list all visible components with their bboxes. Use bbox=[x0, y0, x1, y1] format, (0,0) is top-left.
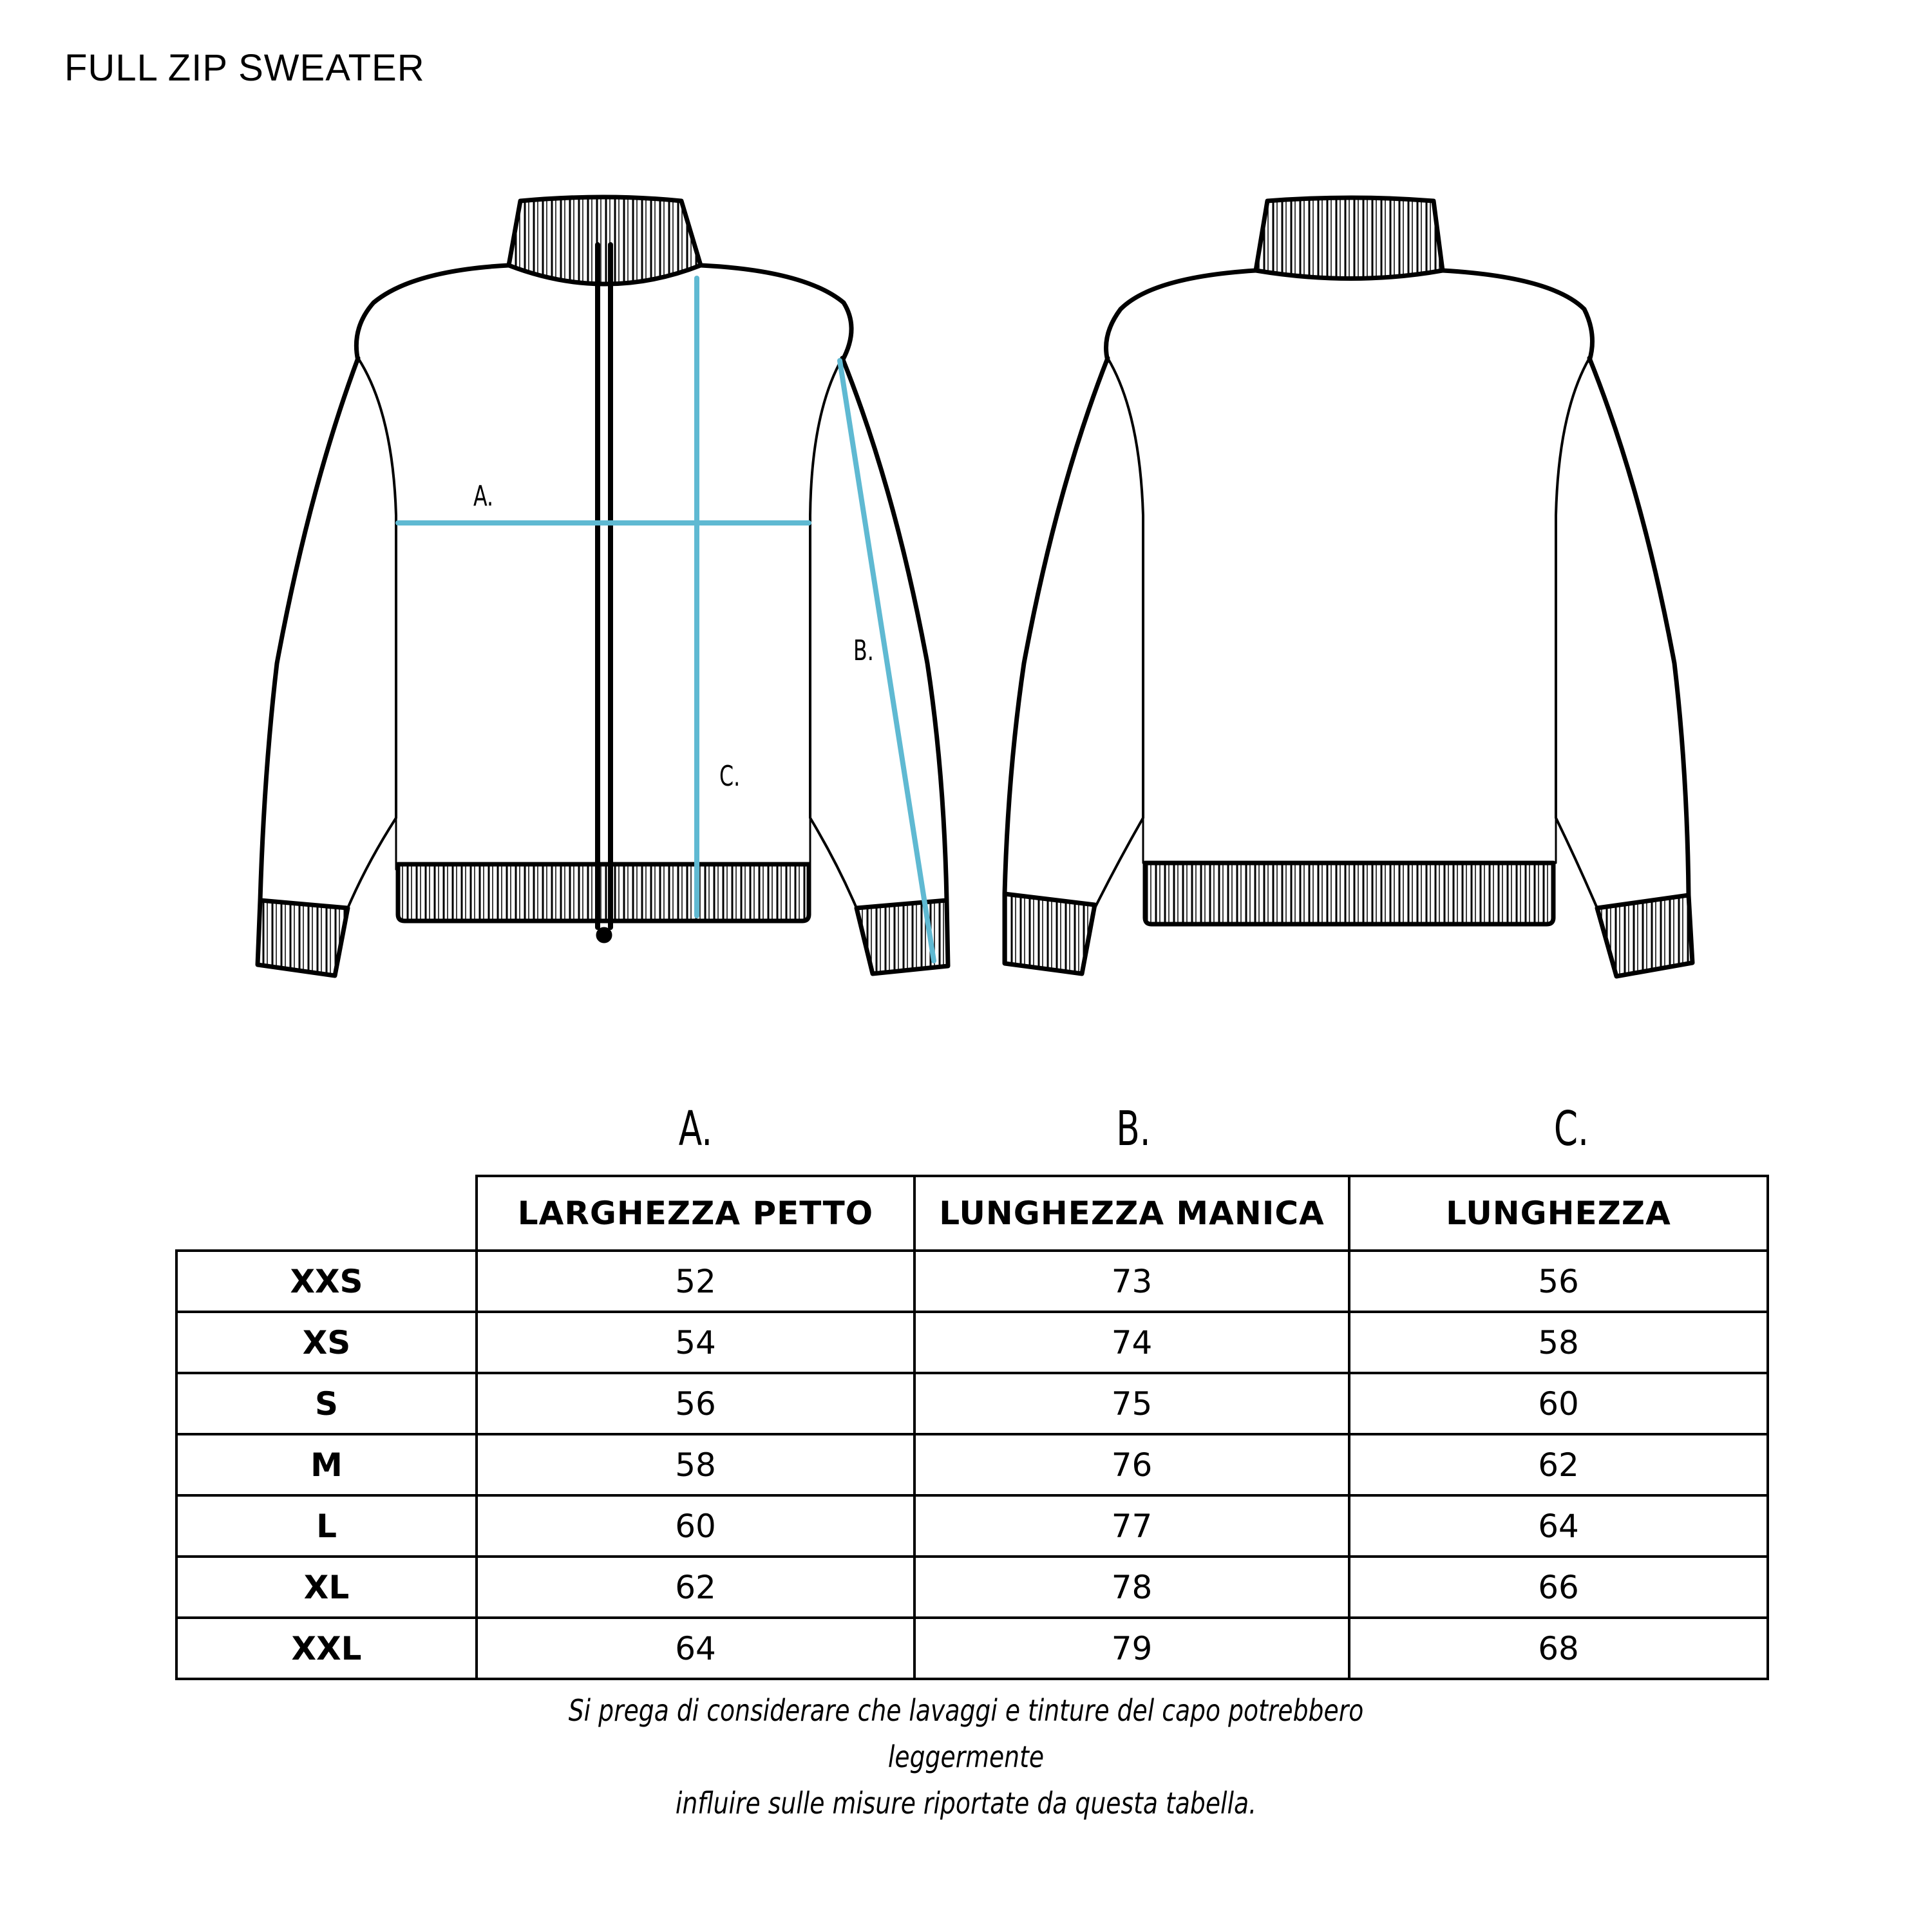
table-row bbox=[176, 1618, 1768, 1679]
value-cell: 68 bbox=[1349, 1618, 1768, 1679]
table-corner bbox=[176, 1176, 477, 1251]
front-left-sleeve bbox=[260, 358, 358, 900]
header-larghezza-petto: LARGHEZZA PETTO bbox=[477, 1176, 914, 1251]
sweater-front bbox=[258, 197, 948, 976]
care-note-line-2: influire sulle misure riportate da questa tabella. bbox=[675, 1786, 1257, 1821]
column-letter-a: A. bbox=[678, 1101, 713, 1157]
care-note-line-1: Si prega di considerare che lavaggi e tinture del capo potrebbero leggermente bbox=[568, 1693, 1364, 1774]
value-cell: 58 bbox=[477, 1434, 914, 1495]
size-cell: L bbox=[176, 1495, 477, 1557]
value-cell: 77 bbox=[914, 1495, 1349, 1557]
header-lunghezza-manica: LUNGHEZZA MANICA bbox=[914, 1176, 1349, 1251]
table-row bbox=[176, 1251, 1768, 1312]
value-cell: 58 bbox=[1349, 1312, 1768, 1373]
front-right-sleeve-inner bbox=[810, 358, 857, 908]
back-left-sleeve bbox=[1005, 358, 1108, 894]
sweater-back bbox=[1005, 198, 1692, 976]
table-row bbox=[176, 1495, 1768, 1557]
value-cell: 62 bbox=[477, 1557, 914, 1618]
value-cell: 60 bbox=[477, 1495, 914, 1557]
table-row bbox=[176, 1557, 1768, 1618]
zipper-pull bbox=[598, 929, 610, 941]
measure-label-a: A. bbox=[473, 480, 494, 513]
value-cell: 79 bbox=[914, 1618, 1349, 1679]
value-cell: 54 bbox=[477, 1312, 914, 1373]
back-right-sleeve-inner bbox=[1556, 358, 1597, 908]
column-letter-c: C. bbox=[1553, 1101, 1589, 1157]
back-right-cuff bbox=[1597, 895, 1692, 976]
back-left-cuff bbox=[1005, 894, 1095, 974]
page-title: FULL ZIP SWEATER bbox=[64, 47, 425, 89]
size-cell: M bbox=[176, 1434, 477, 1495]
value-cell: 60 bbox=[1349, 1373, 1768, 1434]
value-cell: 66 bbox=[1349, 1557, 1768, 1618]
value-cell: 73 bbox=[914, 1251, 1349, 1312]
measure-label-b: B. bbox=[853, 634, 874, 667]
front-collar bbox=[509, 197, 701, 284]
size-cell: XL bbox=[176, 1557, 477, 1618]
value-cell: 52 bbox=[477, 1251, 914, 1312]
table-header-row bbox=[176, 1176, 1768, 1251]
size-cell: XXS bbox=[176, 1251, 477, 1312]
measure-label-c: C. bbox=[719, 760, 741, 793]
value-cell: 56 bbox=[477, 1373, 914, 1434]
front-waistband bbox=[398, 864, 809, 921]
back-collar bbox=[1256, 198, 1443, 279]
size-table bbox=[175, 1175, 1769, 1680]
back-right-sleeve bbox=[1589, 358, 1689, 895]
value-cell: 62 bbox=[1349, 1434, 1768, 1495]
front-right-sleeve bbox=[842, 358, 947, 900]
front-left-sleeve-inner bbox=[348, 358, 396, 908]
table-row bbox=[176, 1312, 1768, 1373]
table-row bbox=[176, 1373, 1768, 1434]
size-cell: S bbox=[176, 1373, 477, 1434]
value-cell: 78 bbox=[914, 1557, 1349, 1618]
value-cell: 56 bbox=[1349, 1251, 1768, 1312]
value-cell: 64 bbox=[1349, 1495, 1768, 1557]
value-cell: 76 bbox=[914, 1434, 1349, 1495]
front-left-cuff bbox=[258, 900, 348, 976]
back-left-sleeve-inner bbox=[1095, 358, 1143, 908]
size-cell: XXL bbox=[176, 1618, 477, 1679]
size-cell: XS bbox=[176, 1312, 477, 1373]
value-cell: 64 bbox=[477, 1618, 914, 1679]
back-shoulders bbox=[1106, 270, 1593, 361]
back-waistband bbox=[1145, 863, 1553, 924]
table-row bbox=[176, 1434, 1768, 1495]
value-cell: 74 bbox=[914, 1312, 1349, 1373]
column-letter-b: B. bbox=[1116, 1101, 1151, 1157]
header-lunghezza: LUNGHEZZA bbox=[1349, 1176, 1768, 1251]
zipper bbox=[598, 245, 611, 927]
care-note bbox=[491, 1687, 1441, 1826]
value-cell: 75 bbox=[914, 1373, 1349, 1434]
